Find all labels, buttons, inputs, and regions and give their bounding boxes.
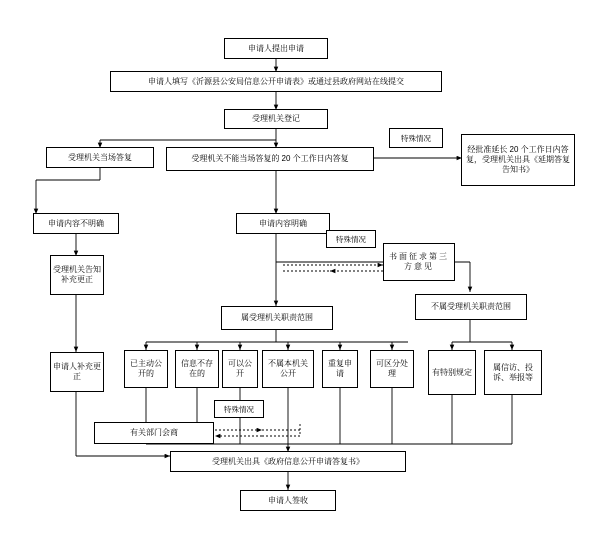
- node-可以公开[interactable]: [222, 350, 258, 388]
- node-申请人补充更正[interactable]: [50, 352, 104, 392]
- node-label: 书面征求第三方意见: [389, 252, 449, 271]
- node-申请人提出申请[interactable]: [224, 38, 328, 59]
- node-label: 可区分处理: [376, 359, 408, 378]
- node-政府信息公开申请答复书[interactable]: [170, 451, 406, 472]
- node-label: 申请人补充更正: [53, 362, 101, 381]
- node-label: 重复申请: [328, 359, 352, 378]
- node-20个工作日内答复[interactable]: [166, 147, 374, 171]
- node-受理机关当场答复[interactable]: [46, 147, 154, 168]
- node-重复申请[interactable]: [322, 350, 358, 388]
- node-label: 属受理机关职责范围: [241, 313, 313, 322]
- node-label: 有特别规定: [432, 367, 472, 377]
- node-label: 受理机关出具《政府信息公开申请答复书》: [212, 456, 364, 466]
- node-申请人填写申请表[interactable]: [110, 71, 442, 92]
- node-延期答复告知书[interactable]: [461, 134, 575, 186]
- node-label: 不属受理机关职责范围: [431, 302, 511, 311]
- node-受理机关登记[interactable]: [224, 109, 328, 129]
- node-已主动公开的[interactable]: [124, 350, 168, 388]
- node-有关部门会商[interactable]: [94, 422, 214, 444]
- node-属受理机关职责范围[interactable]: [221, 306, 333, 330]
- annotation-label: 特殊情况: [401, 133, 431, 143]
- node-label: 申请人签收: [268, 495, 308, 505]
- node-label: 已主动公开的: [130, 359, 162, 378]
- node-label: 属信访、投诉、举报等: [493, 362, 533, 382]
- annotation-label: 特殊情况: [224, 404, 254, 414]
- node-label: 不属本机关公开: [268, 359, 308, 378]
- node-label: 受理机关登记: [252, 114, 300, 123]
- node-不属本机关公开[interactable]: [262, 350, 314, 388]
- node-申请内容不明确[interactable]: [33, 213, 119, 234]
- annotation-label: 特殊情况: [336, 234, 366, 244]
- node-申请人签收[interactable]: [240, 490, 336, 511]
- node-label: 申请人提出申请: [248, 43, 304, 53]
- node-label: 有关部门会商: [130, 428, 178, 437]
- node-受理机关告知补充更正[interactable]: [50, 255, 104, 295]
- node-label: 经批准延长 20 个工作日内答复，受理机关出具《延期答复告知书》: [466, 145, 570, 174]
- node-label: 申请人填写《沂源县公安局信息公开申请表》或通过县政府网站在线提交: [148, 76, 404, 86]
- node-label: 申请内容明确: [259, 218, 307, 228]
- node-书面征求第三方意见[interactable]: [383, 243, 455, 281]
- node-信息不存在的[interactable]: [175, 350, 219, 388]
- node-label: 可以公开: [228, 359, 252, 378]
- node-label: 信息不存在的: [181, 359, 213, 378]
- node-属信访投诉举报等[interactable]: [484, 350, 542, 395]
- node-申请内容明确[interactable]: [236, 213, 330, 234]
- node-有特别规定[interactable]: [428, 350, 476, 395]
- node-label: 受理机关告知补充更正: [53, 265, 101, 284]
- node-可区分处理[interactable]: [370, 350, 414, 388]
- node-label: 申请内容不明确: [48, 218, 104, 228]
- annotation-特殊情况-2: [326, 230, 376, 248]
- annotation-特殊情况-1: [389, 128, 443, 148]
- annotation-特殊情况-3: [214, 400, 264, 418]
- node-label: 受理机关当场答复: [68, 152, 132, 162]
- node-label: 受理机关不能当场答复的 20 个工作日内答复: [191, 154, 349, 163]
- node-不属受理机关职责范围[interactable]: [415, 294, 527, 320]
